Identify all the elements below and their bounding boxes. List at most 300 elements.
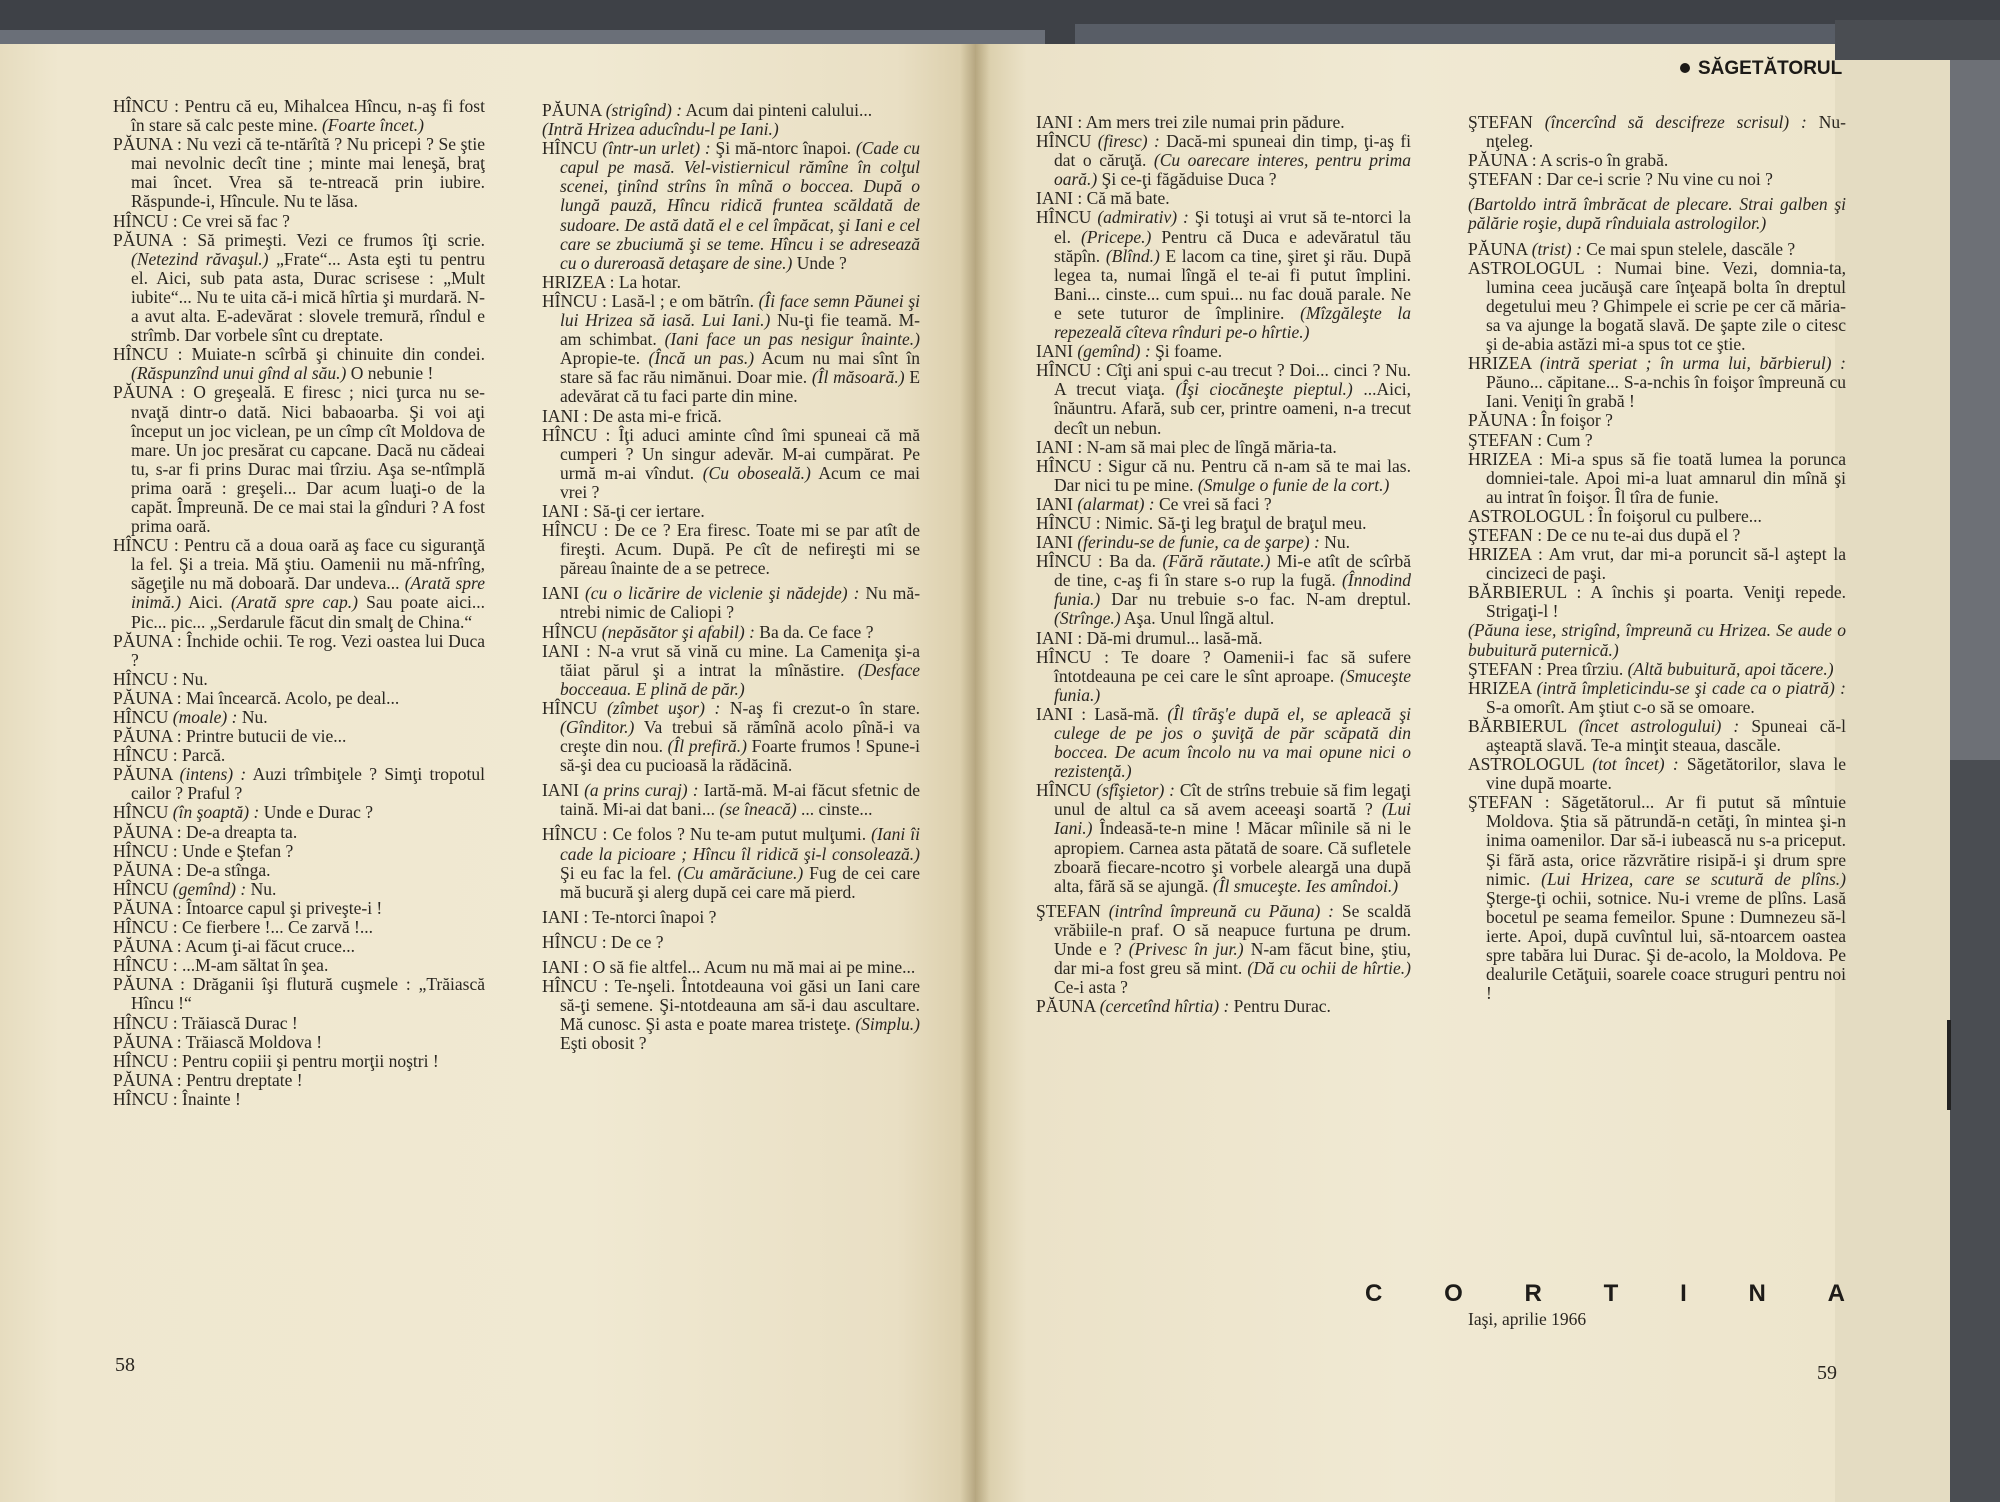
dialogue-line: ŞTEFAN : Prea tîrziu. (Altă bubuitură, apoi tăcere.) bbox=[1468, 658, 1834, 679]
line-text: De asta mi-e frică. bbox=[592, 405, 722, 426]
line-text: Sigur că nu. Pentru că n-am să te mai las. Dar nici tu pe mine. bbox=[1054, 455, 1411, 495]
stage-direction: (Mîzgăleşte la repezeală cîteva rînduri pe-o hîrtie.) bbox=[1054, 302, 1412, 343]
line-text: Închide ochii. Te rog. Vezi oastea lui Duca ? bbox=[131, 630, 485, 670]
line-text: Unde e Ştefan ? bbox=[182, 840, 294, 861]
stage-direction: (Strînge.) bbox=[1054, 608, 1121, 629]
line-text: Ce mai spun stelele, dascăle ? bbox=[1586, 238, 1796, 259]
line-text: Cît de strîns trebuie să fim legaţi unul de altul ca să avem aceeaşi soartă ? bbox=[1054, 780, 1412, 820]
speaker-name: ŞTEFAN bbox=[1468, 658, 1533, 679]
stage-direction: (tot încet) : bbox=[1592, 754, 1679, 775]
speaker-name: PĂUNA bbox=[113, 936, 173, 957]
line-text: „Frate“... Asta eşti tu pentru el. Aici, sub pata asta, Durac scrisese : „Mult iubite“... Nu te uita că-i mică hîrtia şi murdară. N-a avut alta. E-adevărat : slovele tremură, rîndul e strîmb. Dar vorbele sînt cu dreptate. bbox=[131, 248, 486, 346]
line-text: Dar ce-i scrie ? Nu vine cu noi ? bbox=[1546, 169, 1773, 190]
dialogue-line bbox=[113, 765, 485, 803]
line-text: S-a omorît. Am ştiut c-o să se omoare. bbox=[1486, 696, 1755, 717]
line-text: Mai încearcă. Acolo, pe deal... bbox=[185, 687, 400, 708]
text-column-1 bbox=[113, 97, 485, 1109]
speaker-name: IANI bbox=[1036, 436, 1073, 457]
stage-direction: (Lui Hrizea, care se scutură de plîns.) bbox=[1541, 868, 1847, 889]
dialogue-line: PĂUNA : Nu vezi că te-ntărîtă ? Nu pricepi ? Se ştie mai nevolnic decît tine ; minte mai leneşă, braţ mai încet. Vrea să te-ntreacă prin iubire. Răspunde-i, Hîncule. Nu te lăsa. bbox=[113, 134, 485, 212]
dialogue-line bbox=[542, 623, 920, 642]
stage-direction: (Iani îi cade la picioare ; Hîncu îl ridică şi-l consolează.) bbox=[560, 824, 920, 864]
speaker-name: IANI bbox=[1036, 493, 1073, 514]
dialogue-line: PĂUNA : Pentru dreptate ! bbox=[113, 1069, 303, 1090]
dialogue-line bbox=[1468, 240, 1846, 259]
dialogue-line: HRIZEA : La hotar. bbox=[542, 271, 682, 292]
dialogue-line: PĂUNA : În foişor ? bbox=[1468, 410, 1613, 431]
speaker-name: ŞTEFAN bbox=[1036, 900, 1101, 921]
line-text: Şi eu fac la fel. bbox=[560, 862, 672, 883]
line-text: Ce-i asta ? bbox=[1054, 977, 1128, 998]
dialogue-line: IANI : Că mă bate. bbox=[1036, 188, 1170, 209]
stage-direction: (cercetînd hîrtia) : bbox=[1099, 996, 1230, 1017]
dialogue-line: ŞTEFAN : Săgetătorul... Ar fi putut să mîntuie Moldova. Ştia să pătrundă-n cetăţi, în mintea şi-n inima oamenilor. Dar să-i iubească nu s-a priceput. Şi fără asta, orice răzvrătire risipă-i şi drum spre nimic. (Lui Hrizea, care se scutură de plîns.) Şterge-ţi ochii, sotnice. Nu-i vreme de plîns. Lasă bocetul pe seama femeilor. Spune : Dumnezeu să-l ierte. Apoi, după cuvîntul lui, să-ntoarcem oastea spre tabăra lui Durac. Şi de-acolo, la Moldova. Pe dealurile Cetăţuii, soarele coace struguri pentru noi ! bbox=[1468, 792, 1847, 1004]
dialogue-line bbox=[1468, 113, 1846, 151]
speaker-name: HÎNCU bbox=[1036, 207, 1092, 228]
speaker-name: HRIZEA bbox=[542, 271, 606, 292]
line-text: Am vrut, dar mi-a poruncit să-l aştept la cincizeci de paşi. bbox=[1486, 544, 1846, 584]
speaker-name: ŞTEFAN bbox=[1468, 169, 1533, 190]
stage-direction: (intră speriat ; în urma lui, bărbierul) : bbox=[1539, 353, 1847, 374]
line-text: Nu. bbox=[250, 878, 277, 899]
stage-direction: (încet astrologului) : bbox=[1578, 715, 1740, 736]
dialogue-line bbox=[542, 120, 920, 139]
dialogue-line: PĂUNA : Printre butucii de vie... bbox=[113, 726, 347, 747]
dialogue-line: HÎNCU : De ce ? bbox=[542, 931, 664, 952]
dialogue-line: HÎNCU : Pentru că eu, Mihalcea Hîncu, n-aş fi fost în stare să calc peste mine. (Foarte încet.) bbox=[113, 96, 485, 136]
speaker-name: HÎNCU bbox=[1036, 360, 1092, 381]
line-text: Că mă bate. bbox=[1086, 188, 1170, 209]
dialogue-line: IANI : O să fie altfel... Acum nu mă mai ai pe mine... bbox=[542, 957, 916, 978]
speaker-name: PĂUNA bbox=[1468, 238, 1528, 259]
speaker-name: ŞTEFAN bbox=[1468, 524, 1533, 545]
speaker-name: HÎNCU bbox=[113, 1050, 169, 1071]
dialogue-line: HÎNCU : Unde e Ştefan ? bbox=[113, 840, 294, 861]
stage-direction: (gemînd) : bbox=[1077, 341, 1151, 362]
line-text: Mi-e atît de scîrbă de tine, c-aş fi în stare s-o rup la fugă. bbox=[1054, 551, 1411, 591]
speaker-name: IANI bbox=[1036, 532, 1073, 553]
speaker-name: HÎNCU bbox=[542, 824, 598, 845]
speaker-name: HÎNCU bbox=[113, 878, 169, 899]
line-text: Auzi trîmbiţele ? Simţi tropotul cailor ? Praful ? bbox=[131, 764, 485, 804]
line-text: Ce fierbere !... Ce zarvă !... bbox=[182, 917, 373, 938]
dialogue-line: PĂUNA : Mai încearcă. Acolo, pe deal... bbox=[113, 687, 400, 708]
line-text: Îndeasă-te-n mine ! Măcar mîinile să ni le apropiem. Carnea asta pătată de soare. Că sufletele zboară fiecare-ncotro şi vorbele aleargă una după alta, fără să se ajungă. bbox=[1054, 818, 1411, 896]
dialogue-line: IANI : N-am să mai plec de lîngă măria-ta. bbox=[1036, 436, 1337, 457]
dialogue-line: HÎNCU : Nu. bbox=[113, 668, 208, 689]
speaker-name: HÎNCU bbox=[542, 931, 598, 952]
line-text: Acum ce mai vrei ? bbox=[560, 462, 920, 502]
line-text: N-am făcut bine, ştiu, dar mi-a fost greu să mint. bbox=[1054, 939, 1411, 979]
stage-direction: (Simplu.) bbox=[855, 1014, 920, 1035]
speaker-name: HÎNCU bbox=[542, 424, 598, 445]
dialogue-line bbox=[542, 699, 920, 775]
speaker-name: HRIZEA bbox=[1468, 677, 1532, 698]
dialogue-line: HÎNCU : Ce folos ? Nu te-am putut mulţumi. (Iani îi cade la picioare ; Hîncu îl ridică şi-l consolează.) Şi eu fac la fel. (Cu amărăciune.) Fug de cei care mă bucură şi alerg după cei care mă pierd. bbox=[542, 824, 921, 902]
speaker-name: HÎNCU bbox=[542, 621, 598, 642]
dialogue-line: HÎNCU : De ce ? Era firesc. Toate mi se par atît de fireşti. Acum. După. Pe cît de nefireşti mi se păreau înainte de a se petrece. bbox=[542, 520, 920, 579]
speaker-name: IANI bbox=[542, 957, 579, 978]
line-text: ... cinste... bbox=[801, 799, 873, 820]
dialogue-line: PĂUNA : Închide ochii. Te rog. Vezi oastea lui Duca ? bbox=[113, 630, 485, 670]
dialogue-line: HÎNCU : Pentru că a doua oară aş face cu siguranţă la fel. Şi a treia. Mă ştiu. Oamenii nu mă-nfrîng, săgeţile nu mă doboară. Dar undeva... (Arată spre inimă.) Aici. (Arată spre cap.) Sau poate aici... Pic... pic... „Serdarule făcut din smalţ de China.“ bbox=[113, 535, 485, 632]
text-column-4 bbox=[1468, 113, 1846, 1003]
line-text: Săgetătorul... Ar fi putut să mîntuie Moldova. Ştia să pătrundă-n cetăţi, în mintea şi-n inima oamenilor. Dar să-i iubească nu s-a priceput. Şi fără asta, orice răzvrătire risipă-i şi drum spre nimic. bbox=[1486, 792, 1846, 889]
dialogue-line bbox=[1468, 679, 1846, 717]
stage-direction: (Desface bocceaua. E plină de păr.) bbox=[560, 659, 921, 699]
line-text: Printre butucii de vie... bbox=[185, 726, 347, 747]
speaker-name: ŞTEFAN bbox=[1468, 792, 1533, 813]
speaker-name: PĂUNA bbox=[113, 764, 173, 785]
dialogue-line: BĂRBIERUL : A închis şi poarta. Veniţi repede. Strigaţi-l ! bbox=[1468, 582, 1846, 622]
stage-direction: (Îl smuceşte. Ies amîndoi.) bbox=[1212, 875, 1399, 896]
line-text: Aşa. Unul lîngă altul. bbox=[1124, 608, 1275, 629]
line-text: Şi ce-ţi făgăduise Duca ? bbox=[1101, 169, 1277, 190]
line-text: Ba da. Ce face ? bbox=[759, 621, 874, 642]
speaker-name: PĂUNA bbox=[113, 1031, 173, 1052]
dialogue-line bbox=[113, 880, 485, 899]
line-text: Nu. bbox=[1324, 532, 1350, 553]
line-text: Dă-mi drumul... lasă-mă. bbox=[1086, 627, 1263, 648]
stage-direction: (Fără răutate.) bbox=[1162, 551, 1271, 572]
speaker-name: PĂUNA bbox=[113, 687, 173, 708]
dialogue-line: HÎNCU : Trăiască Durac ! bbox=[113, 1012, 298, 1033]
stage-direction: (Netezind răvaşul.) bbox=[131, 248, 269, 269]
stage-direction: (strigînd) : bbox=[605, 100, 683, 120]
line-text: Numai bine. Vezi, domnia-ta, lumina ceea jucăuşă care înţeapă bolta în dreptul degetului meu ? Ghimpele ei scrie pe cer că măria-sa va ajunge la bogată slavă. De şapte zile o citesc şi de-abia astăzi mi-a spus tot ce ştie. bbox=[1486, 257, 1846, 355]
dialogue-line bbox=[1468, 755, 1846, 793]
dialogue-line bbox=[1036, 997, 1411, 1016]
dialogue-line: ASTROLOGUL : În foişorul cu pulbere... bbox=[1468, 505, 1762, 526]
line-text: Dar nu trebuie s-o fac. N-am dreptul. bbox=[1111, 589, 1412, 610]
stage-direction: (firesc) : bbox=[1097, 131, 1160, 152]
stage-direction: (intrînd împreună cu Păuna) : bbox=[1108, 900, 1335, 921]
line-text: Dacă-mi spuneai din timp, ţi-aş fi dat o căruţă. bbox=[1054, 131, 1412, 171]
line-text: De ce ? Era firesc. Toate mi se par atît de fireşti. Acum. După. Pe cît de nefireşti mi se păreau înainte de a se petrece. bbox=[560, 520, 920, 579]
dialogue-line bbox=[113, 803, 485, 822]
speaker-name: HÎNCU bbox=[542, 138, 598, 159]
line-text: Şterge-ţi ochii, sotnice. Nu-i vreme de plîns. Lasă bocetul pe seama femeilor. Spune : Dumnezeu să-l ierte. Apoi, după cuvîntul lui, să-ntoarcem oastea spre tabăra lui Durac. Şi de-acolo, la Moldova. Pe dealurile Cetăţuii, soarele coace struguri pentru noi ! bbox=[1486, 887, 1846, 1004]
line-text: O nebunie ! bbox=[350, 363, 434, 384]
speaker-name: IANI bbox=[542, 500, 579, 521]
dialogue-line bbox=[1468, 717, 1846, 755]
dialogue-line: HRIZEA : Mi-a spus să fie toată lumea la porunca domniei-tale. Apoi mi-a luat amnarul din mînă şi au intrat în foişor. Îl tîra de funie. bbox=[1468, 448, 1846, 507]
speaker-name: IANI bbox=[1036, 112, 1073, 132]
page-number-left: 58 bbox=[115, 1354, 135, 1376]
dialogue-line: PĂUNA : Să primeşti. Vezi ce frumos îţi scrie. (Netezind răvaşul.) „Frate“... Asta eşti tu pentru el. Aici, sub pata asta, Durac scrisese : „Mult iubite“... Nu te uita că-i mică hîrtia şi murdară. N-a avut alta. E-adevărat : slovele tremură, rîndul e strîmb. Dar vorbele sînt cu dreptate. bbox=[113, 229, 486, 346]
line-text: Prea tîrziu. bbox=[1546, 658, 1624, 679]
stage-direction: (Îl prefiră.) bbox=[667, 736, 747, 757]
speaker-name: PĂUNA bbox=[113, 630, 173, 651]
dialogue-line: IANI : Să-ţi cer iertare. bbox=[542, 500, 705, 521]
speaker-name: HÎNCU bbox=[113, 707, 169, 727]
dialogue-line: ŞTEFAN : Cum ? bbox=[1468, 429, 1593, 450]
dialogue-line bbox=[1036, 342, 1411, 361]
speaker-name: HÎNCU bbox=[1036, 780, 1092, 801]
stage-direction: (Iani face un pas nesigur înainte.) bbox=[664, 329, 921, 350]
stage-direction: (nepăsător şi afabil) : bbox=[601, 621, 755, 642]
line-text: Acum dai pinteni calului... bbox=[685, 100, 873, 120]
speaker-name: IANI bbox=[1036, 627, 1073, 648]
dialogue-line bbox=[542, 101, 920, 120]
stage-direction: (în şoaptă) : bbox=[172, 802, 260, 823]
dialogue-line: HÎNCU : Te doare ? Oamenii-i fac să sufere întotdeauna pe cei care le sînt aproape. (Smuceşte funia.) bbox=[1036, 646, 1411, 705]
stage-direction: (Îl măsoară.) bbox=[811, 367, 905, 388]
dialogue-line bbox=[1036, 208, 1411, 342]
dialogue-line: HÎNCU : Pentru copiii şi pentru morţii noştri ! bbox=[113, 1050, 439, 1071]
line-text: Nu mă-ntrebi nimic de Caliopi ? bbox=[560, 583, 921, 623]
stage-direction: (moale) : bbox=[172, 707, 238, 727]
dialogue-line bbox=[1036, 781, 1411, 896]
speaker-name: HRIZEA bbox=[1468, 353, 1532, 374]
speaker-name: PĂUNA bbox=[113, 382, 173, 403]
text-column-2 bbox=[542, 101, 920, 1054]
stage-direction: (într-un urlet) : bbox=[602, 138, 711, 159]
speaker-name: HÎNCU bbox=[542, 976, 598, 997]
stage-direction: (Încă un pas.) bbox=[648, 348, 755, 369]
stage-direction: (Intră Hrizea aducîndu-l pe Iani.) bbox=[542, 119, 779, 140]
line-text: Şi foame. bbox=[1155, 341, 1223, 362]
stage-direction: (trist) : bbox=[1531, 238, 1582, 259]
line-text: Spuneai că-l aşteaptă slavă. Te-a minţit steaua, dascăle. bbox=[1486, 715, 1847, 755]
stage-direction: (admirativ) : bbox=[1097, 207, 1189, 228]
line-text: Trăiască Durac ! bbox=[181, 1012, 298, 1033]
stage-direction: (Cade cu capul pe masă. Vel-vistiernicul rămîne în colţul scenei, ţinînd strîns în mînă o boccea. După o lungă pauză, Hîncu ridică fruntea scăldată de sudoare. De astă dată el e cel împăcat, şi Iani e cel care se zbuciumă şi se teme. Hîncu i se adresează cu o dureroasă detaşare de sine.) bbox=[560, 138, 920, 273]
speaker-name: IANI bbox=[542, 583, 579, 604]
stage-direction: (Privesc în jur.) bbox=[1128, 939, 1244, 960]
curtain-word bbox=[1365, 1280, 1845, 1308]
speaker-name: HRIZEA bbox=[1468, 448, 1532, 469]
line-text: Nu-ţi fie teamă. M-am schimbat. bbox=[560, 310, 920, 350]
dialogue-line: PĂUNA : A scris-o în grabă. bbox=[1468, 150, 1669, 171]
line-text: Nu-nţeleg. bbox=[1486, 112, 1847, 152]
dialogue-line bbox=[1036, 533, 1411, 552]
speaker-name: HÎNCU bbox=[1036, 512, 1092, 533]
line-text: Şi mă-ntorc înapoi. bbox=[715, 138, 852, 159]
stage-direction: (Arată spre cap.) bbox=[230, 592, 358, 613]
dialogue-line: HÎNCU : Îţi aduci aminte cînd îmi spuneai că mă cumperi ? Un singur adevăr. M-ai cumpărat. Pe urmă m-ai vîndut. (Cu oboseală.) Acum ce mai vrei ? bbox=[542, 424, 920, 502]
speaker-name: HÎNCU bbox=[113, 1088, 169, 1109]
speaker-name: IANI bbox=[1036, 188, 1073, 209]
speaker-name: HÎNCU bbox=[542, 520, 598, 541]
line-text: O să fie altfel... Acum nu mă mai ai pe mine... bbox=[592, 957, 916, 978]
line-text: N-aş fi crezut-o în stare. bbox=[729, 697, 921, 718]
speaker-name: BĂRBIERUL bbox=[1468, 715, 1567, 736]
line-text: Acum nu mai sînt în stare să fac rău nimănui. Doar mie. bbox=[560, 348, 921, 388]
line-text: Ba da. bbox=[1109, 551, 1156, 572]
dialogue-line: HÎNCU : ...M-am săltat în şea. bbox=[113, 955, 329, 976]
line-text: ...M-am săltat în şea. bbox=[182, 955, 329, 976]
dialogue-line: HÎNCU : Lasă-l ; e om bătrîn. (Îi face semn Păunei şi lui Hrizea să iasă. Lui Iani.) Nu-ţi fie teamă. M-am schimbat. (Iani face un pas nesigur înainte.) Apropie-te. (Încă un pas.) Acum nu mai sînt în stare să fac rău nimănui. Doar mie. (Îl măsoară.) E adevărat că tu faci parte din mine. bbox=[542, 290, 921, 407]
speaker-name: PĂUNA bbox=[1468, 150, 1528, 171]
speaker-name: HÎNCU bbox=[1036, 551, 1092, 572]
speaker-name: PĂUNA bbox=[542, 100, 602, 120]
speaker-name: PĂUNA bbox=[113, 1069, 173, 1090]
dateline: Iaşi, aprilie 1966 bbox=[1468, 1309, 1587, 1329]
stage-direction: (Foarte încet.) bbox=[321, 115, 425, 136]
dialogue-line: HÎNCU : Cîţi ani spui c-au trecut ? Doi... cinci ? Nu. A trecut viaţa. (Îşi ciocăneşte pieptul.) ...Aici, înăuntru. Afară, sub cer, printre oameni, n-a trecut decît un nebun. bbox=[1036, 360, 1411, 438]
stage-direction: (intens) : bbox=[179, 764, 247, 785]
line-text: Îţi aduci aminte cînd îmi spuneai că mă cumperi ? Un singur adevăr. M-ai cumpărat. Pe urmă m-ai vîndut. bbox=[560, 424, 920, 483]
line-text: De ce ? bbox=[611, 931, 664, 952]
speaker-name: PĂUNA bbox=[113, 726, 173, 747]
stage-direction: (Îl tîrăş'e după el, se apleacă şi culege de pe jos o şuviţă de păr scăpată din boccea. De acum încolo nu va mai opune nici o rezistenţă.) bbox=[1054, 703, 1411, 782]
line-text: De-a dreapta ta. bbox=[185, 821, 298, 842]
dialogue-line: HÎNCU : Nimic. Să-ţi leg braţul de braţul meu. bbox=[1036, 512, 1367, 533]
line-text: Întoarce capul şi priveşte-i ! bbox=[185, 897, 383, 918]
dialogue-line: ŞTEFAN : Dar ce-i scrie ? Nu vine cu noi ? bbox=[1468, 169, 1773, 190]
speaker-name: HÎNCU bbox=[113, 745, 169, 766]
dialogue-line: PĂUNA : Trăiască Moldova ! bbox=[113, 1031, 323, 1052]
stage-direction: (Cu oarecare interes, pentru prima oară.) bbox=[1054, 150, 1412, 190]
speaker-name: HÎNCU bbox=[113, 96, 169, 116]
stage-direction: (încercînd să descifreze scrisul) : bbox=[1544, 112, 1807, 132]
stage-direction: (Bartoldo intră îmbrăcat de plecare. Strai galben şi pălărie roşie, după rînduiala astrologilor.) bbox=[1468, 194, 1846, 234]
stage-direction: (Dă cu ochii de hîrtie.) bbox=[1247, 958, 1412, 979]
line-text: Săgetătorilor, slava le vine după moarte. bbox=[1486, 754, 1847, 794]
speaker-name: PĂUNA bbox=[113, 897, 173, 918]
line-text: Pentru că a doua oară aş face cu siguranţă la fel. Şi a treia. Mă ştiu. Oamenii nu mă-nfrîng, săgeţile nu mă doboară. Dar undeva... bbox=[131, 535, 485, 594]
line-text: Va trebui să rămînă acolo pînă-i va creşte din nou. bbox=[560, 717, 920, 757]
speaker-name: PĂUNA bbox=[113, 134, 173, 155]
dialogue-line: PĂUNA : O greşeală. E firesc ; nici ţurca nu se-nvaţă dintr-o dată. Nici babaoarba. Şi voi aţi început un joc viclean, pe un cîmp cît Moldova de mare. Un joc presărat cu capcane. Dacă nu cădeai tu, s-ar fi prins Durac mai tîrziu. Aşa se-ntîmplă prima oară : greşeli... Dar acum luaţi-o de la capăt. Împreună. De ce mai stai la gînduri ? A fost prima oară. bbox=[113, 382, 485, 537]
stage-direction: (sfîşietor) : bbox=[1096, 780, 1175, 801]
line-text: Eşti obosit ? bbox=[560, 1033, 647, 1054]
speaker-name: HÎNCU bbox=[113, 668, 169, 689]
line-text: De-a stînga. bbox=[185, 859, 271, 880]
dialogue-line bbox=[1036, 902, 1411, 997]
dialogue-line: PĂUNA : De-a dreapta ta. bbox=[113, 821, 298, 842]
speaker-name: ASTROLOGUL bbox=[1468, 505, 1585, 526]
line-text: Pentru că Duca e adevăratul tău stăpîn. bbox=[1054, 226, 1412, 266]
line-text: Păuno... căpitane... S-a-nchis în foişor împreună cu Iani. Veniţi în grabă ! bbox=[1486, 372, 1846, 412]
line-text: Înainte ! bbox=[182, 1088, 241, 1109]
line-text: Nimic. Să-ţi leg braţul de braţul meu. bbox=[1105, 512, 1367, 533]
speaker-name: HÎNCU bbox=[542, 290, 598, 311]
line-text: Pentru Durac. bbox=[1233, 996, 1331, 1017]
stage-direction: (Gînditor.) bbox=[560, 717, 635, 737]
dialogue-line: PĂUNA : De-a stînga. bbox=[113, 859, 271, 880]
speaker-name: ŞTEFAN bbox=[1468, 112, 1533, 132]
dialogue-line bbox=[1036, 495, 1411, 514]
speaker-name: HÎNCU bbox=[113, 535, 169, 556]
speaker-name: HÎNCU bbox=[1036, 455, 1092, 476]
dialogue-line bbox=[1468, 195, 1846, 233]
line-text: De ce nu te-ai dus după el ? bbox=[1546, 524, 1741, 545]
line-text: Muiate-n scîrbă şi chinuite din condei. bbox=[191, 344, 485, 365]
line-text: Nu. bbox=[241, 707, 268, 727]
stage-direction: (a prins curaj) : bbox=[584, 780, 699, 801]
speaker-name: HÎNCU bbox=[113, 210, 169, 231]
speaker-name: PĂUNA bbox=[1036, 996, 1096, 1017]
dialogue-line: HÎNCU : Parcă. bbox=[113, 745, 226, 766]
speaker-name: HÎNCU bbox=[113, 344, 169, 365]
dialogue-line bbox=[1468, 354, 1846, 411]
line-text: E lacom ca tine, şiret şi rău. După legea ta, numai lîngă el te-ai fi putut împlini. Bani... cinste... cum spui... nu fac două parale. Ne e sete tuturor de împlinire. bbox=[1054, 245, 1412, 323]
line-text: Te doare ? Oamenii-i fac să sufere întotdeauna pe cei care le sînt aproape. bbox=[1054, 646, 1411, 686]
line-text: Pentru copiii şi pentru morţii noştri ! bbox=[182, 1050, 439, 1071]
scan-top-edge bbox=[0, 0, 2000, 44]
text-column-3 bbox=[1036, 113, 1411, 1016]
line-text: Pentru dreptate ! bbox=[185, 1069, 303, 1090]
line-text: Iartă-mă. M-ai făcut sfetnic de taină. Mi-ai dat bani... bbox=[560, 780, 921, 820]
stage-direction: (Cu oboseală.) bbox=[702, 462, 811, 483]
line-text: E adevărat că tu faci parte din mine. bbox=[560, 367, 921, 407]
line-text: Ce folos ? Nu te-am putut mulţumi. bbox=[612, 824, 867, 845]
bullet-icon bbox=[1680, 63, 1690, 73]
stage-direction: (intră împleticindu-se şi cade ca o piatră) : bbox=[1536, 677, 1846, 698]
line-text: Foarte frumos ! Spune-i să-şi dea cu pucioasă la rădăcină. bbox=[560, 736, 921, 776]
dialogue-line: PĂUNA : Acum ţi-ai făcut cruce... bbox=[113, 936, 356, 957]
stage-direction: (Înnodind funia.) bbox=[1054, 570, 1411, 610]
speaker-name: IANI bbox=[542, 405, 579, 426]
dialogue-line: PĂUNA : Drăganii îşi flutură cuşmele : „Trăiască Hîncu !“ bbox=[113, 974, 485, 1014]
speaker-name: HÎNCU bbox=[113, 955, 169, 976]
stage-direction: (Cu amărăciune.) bbox=[677, 862, 804, 883]
dialogue-line: HÎNCU : Sigur că nu. Pentru că n-am să te mai las. Dar nici tu pe mine. (Smulge o funie de la cort.) bbox=[1036, 455, 1411, 495]
speaker-name: IANI bbox=[542, 906, 579, 927]
line-text: Sau poate aici... Pic... pic... „Serdarule făcut din smalţ de China.“ bbox=[131, 592, 485, 632]
line-text: Se scaldă vrăbiile-n praf. O să neapuce furtuna pe drum. Unde e ? bbox=[1054, 900, 1412, 960]
line-text: Nu. bbox=[182, 668, 208, 689]
stage-direction: (alarmat) : bbox=[1077, 493, 1155, 514]
dialogue-line: HÎNCU : Muiate-n scîrbă şi chinuite din condei. (Răspunzînd unui gînd al său.) O nebunie ! bbox=[113, 344, 485, 384]
dialogue-line bbox=[542, 139, 920, 273]
stage-direction: (Blînd.) bbox=[1105, 245, 1160, 266]
running-header bbox=[1680, 58, 1842, 80]
stage-direction: (Îi face semn Păunei şi lui Hrizea să iasă. Lui Iani.) bbox=[560, 290, 920, 331]
dialogue-line: PĂUNA : Întoarce capul şi priveşte-i ! bbox=[113, 897, 383, 918]
line-text: Să-ţi cer iertare. bbox=[592, 500, 705, 521]
dialogue-line bbox=[542, 584, 920, 622]
line-text: Şi totuşi ai vrut să te-ntorci la el. bbox=[1054, 207, 1412, 247]
line-text: O greşeală. E firesc ; nici ţurca nu se-nvaţă dintr-o dată. Nici babaoarba. Şi voi aţi început un joc viclean, pe un cîmp cît Moldova de mare. Un joc presărat cu capcane. Dacă nu cădeai tu, s-ar fi prins Durac mai tîrziu. Aşa se-ntîmplă prima oară : greşeli... Dar acum luaţi-o de la capăt. Împreună. De ce mai stai la gînduri ? A fost prima oară. bbox=[131, 382, 485, 537]
line-text: Acum ţi-ai făcut cruce... bbox=[184, 936, 356, 957]
line-text: Unde e Durac ? bbox=[263, 802, 374, 823]
speaker-name: HÎNCU bbox=[113, 802, 169, 823]
speaker-name: HÎNCU bbox=[113, 840, 169, 861]
dialogue-line: HÎNCU : Înainte ! bbox=[113, 1088, 241, 1109]
line-text: Nu vezi că te-ntărîtă ? Nu pricepi ? Se ştie mai nevolnic decît tine ; minte mai leneşă, braţ mai încet. Vrea să te-ntreacă prin iubire. Răspunde-i, Hîncule. Nu te lăsa. bbox=[131, 134, 485, 212]
dialogue-line: HRIZEA : Am vrut, dar mi-a poruncit să-l aştept la cincizeci de paşi. bbox=[1468, 544, 1846, 584]
line-text: Ce vrei să faci ? bbox=[1158, 493, 1272, 514]
line-text: Parcă. bbox=[182, 745, 226, 766]
line-text: Pentru că eu, Mihalcea Hîncu, n-aş fi fost în stare să calc peste mine. bbox=[131, 96, 485, 136]
dialogue-line: HÎNCU : Ce fierbere !... Ce zarvă !... bbox=[113, 917, 373, 938]
speaker-name: ŞTEFAN bbox=[1468, 429, 1533, 450]
line-text: În foişor ? bbox=[1540, 410, 1613, 431]
speaker-name: ASTROLOGUL bbox=[1468, 257, 1585, 278]
speaker-name: IANI bbox=[1036, 341, 1073, 362]
dialogue-line: ASTROLOGUL : Numai bine. Vezi, domnia-ta, lumina ceea jucăuşă care înţeapă bolta în dreptul degetului meu ? Ghimpele ei scrie pe cer că măria-sa va ajunge la bogată slavă. De şapte zile o citesc şi de-abia astăzi mi-a spus tot ce ştie. bbox=[1468, 257, 1846, 355]
line-text: Ce vrei să fac ? bbox=[182, 210, 290, 231]
line-text: Te-nşeli. Întotdeauna voi găsi un Iani care să-ţi semene. Şi-ntotdeauna am să-i dau ascultare. Mă cunosc. Şi asta e poate marea tristeţe. bbox=[560, 976, 921, 1035]
dialogue-line: IANI : Lasă-mă. (Îl tîrăş'e după el, se apleacă şi culege de pe jos o şuviţă de păr scăpată din boccea. De acum încolo nu va mai opune nici o rezistenţă.) bbox=[1036, 703, 1411, 782]
line-text: Apropie-te. bbox=[560, 348, 641, 369]
stage-direction: (Răspunzînd unui gînd al său.) bbox=[131, 363, 347, 384]
speaker-name: HRIZEA bbox=[1468, 544, 1532, 565]
stage-direction: (Lui Iani.) bbox=[1054, 799, 1411, 839]
dialogue-line bbox=[1468, 621, 1846, 659]
dialogue-line: IANI : Te-ntorci înapoi ? bbox=[542, 906, 717, 927]
page-number-right: 59 bbox=[1817, 1362, 1837, 1384]
speaker-name: IANI bbox=[542, 780, 579, 801]
speaker-name: HÎNCU bbox=[1036, 646, 1092, 667]
line-text: Te-ntorci înapoi ? bbox=[592, 906, 717, 927]
line-text: N-a vrut să vină cu mine. La Cameniţa şi-a tăiat părul şi a intrat la mînăstire. bbox=[560, 640, 920, 680]
speaker-name: ASTROLOGUL bbox=[1468, 754, 1585, 775]
stage-direction: (Arată spre inimă.) bbox=[131, 573, 485, 613]
